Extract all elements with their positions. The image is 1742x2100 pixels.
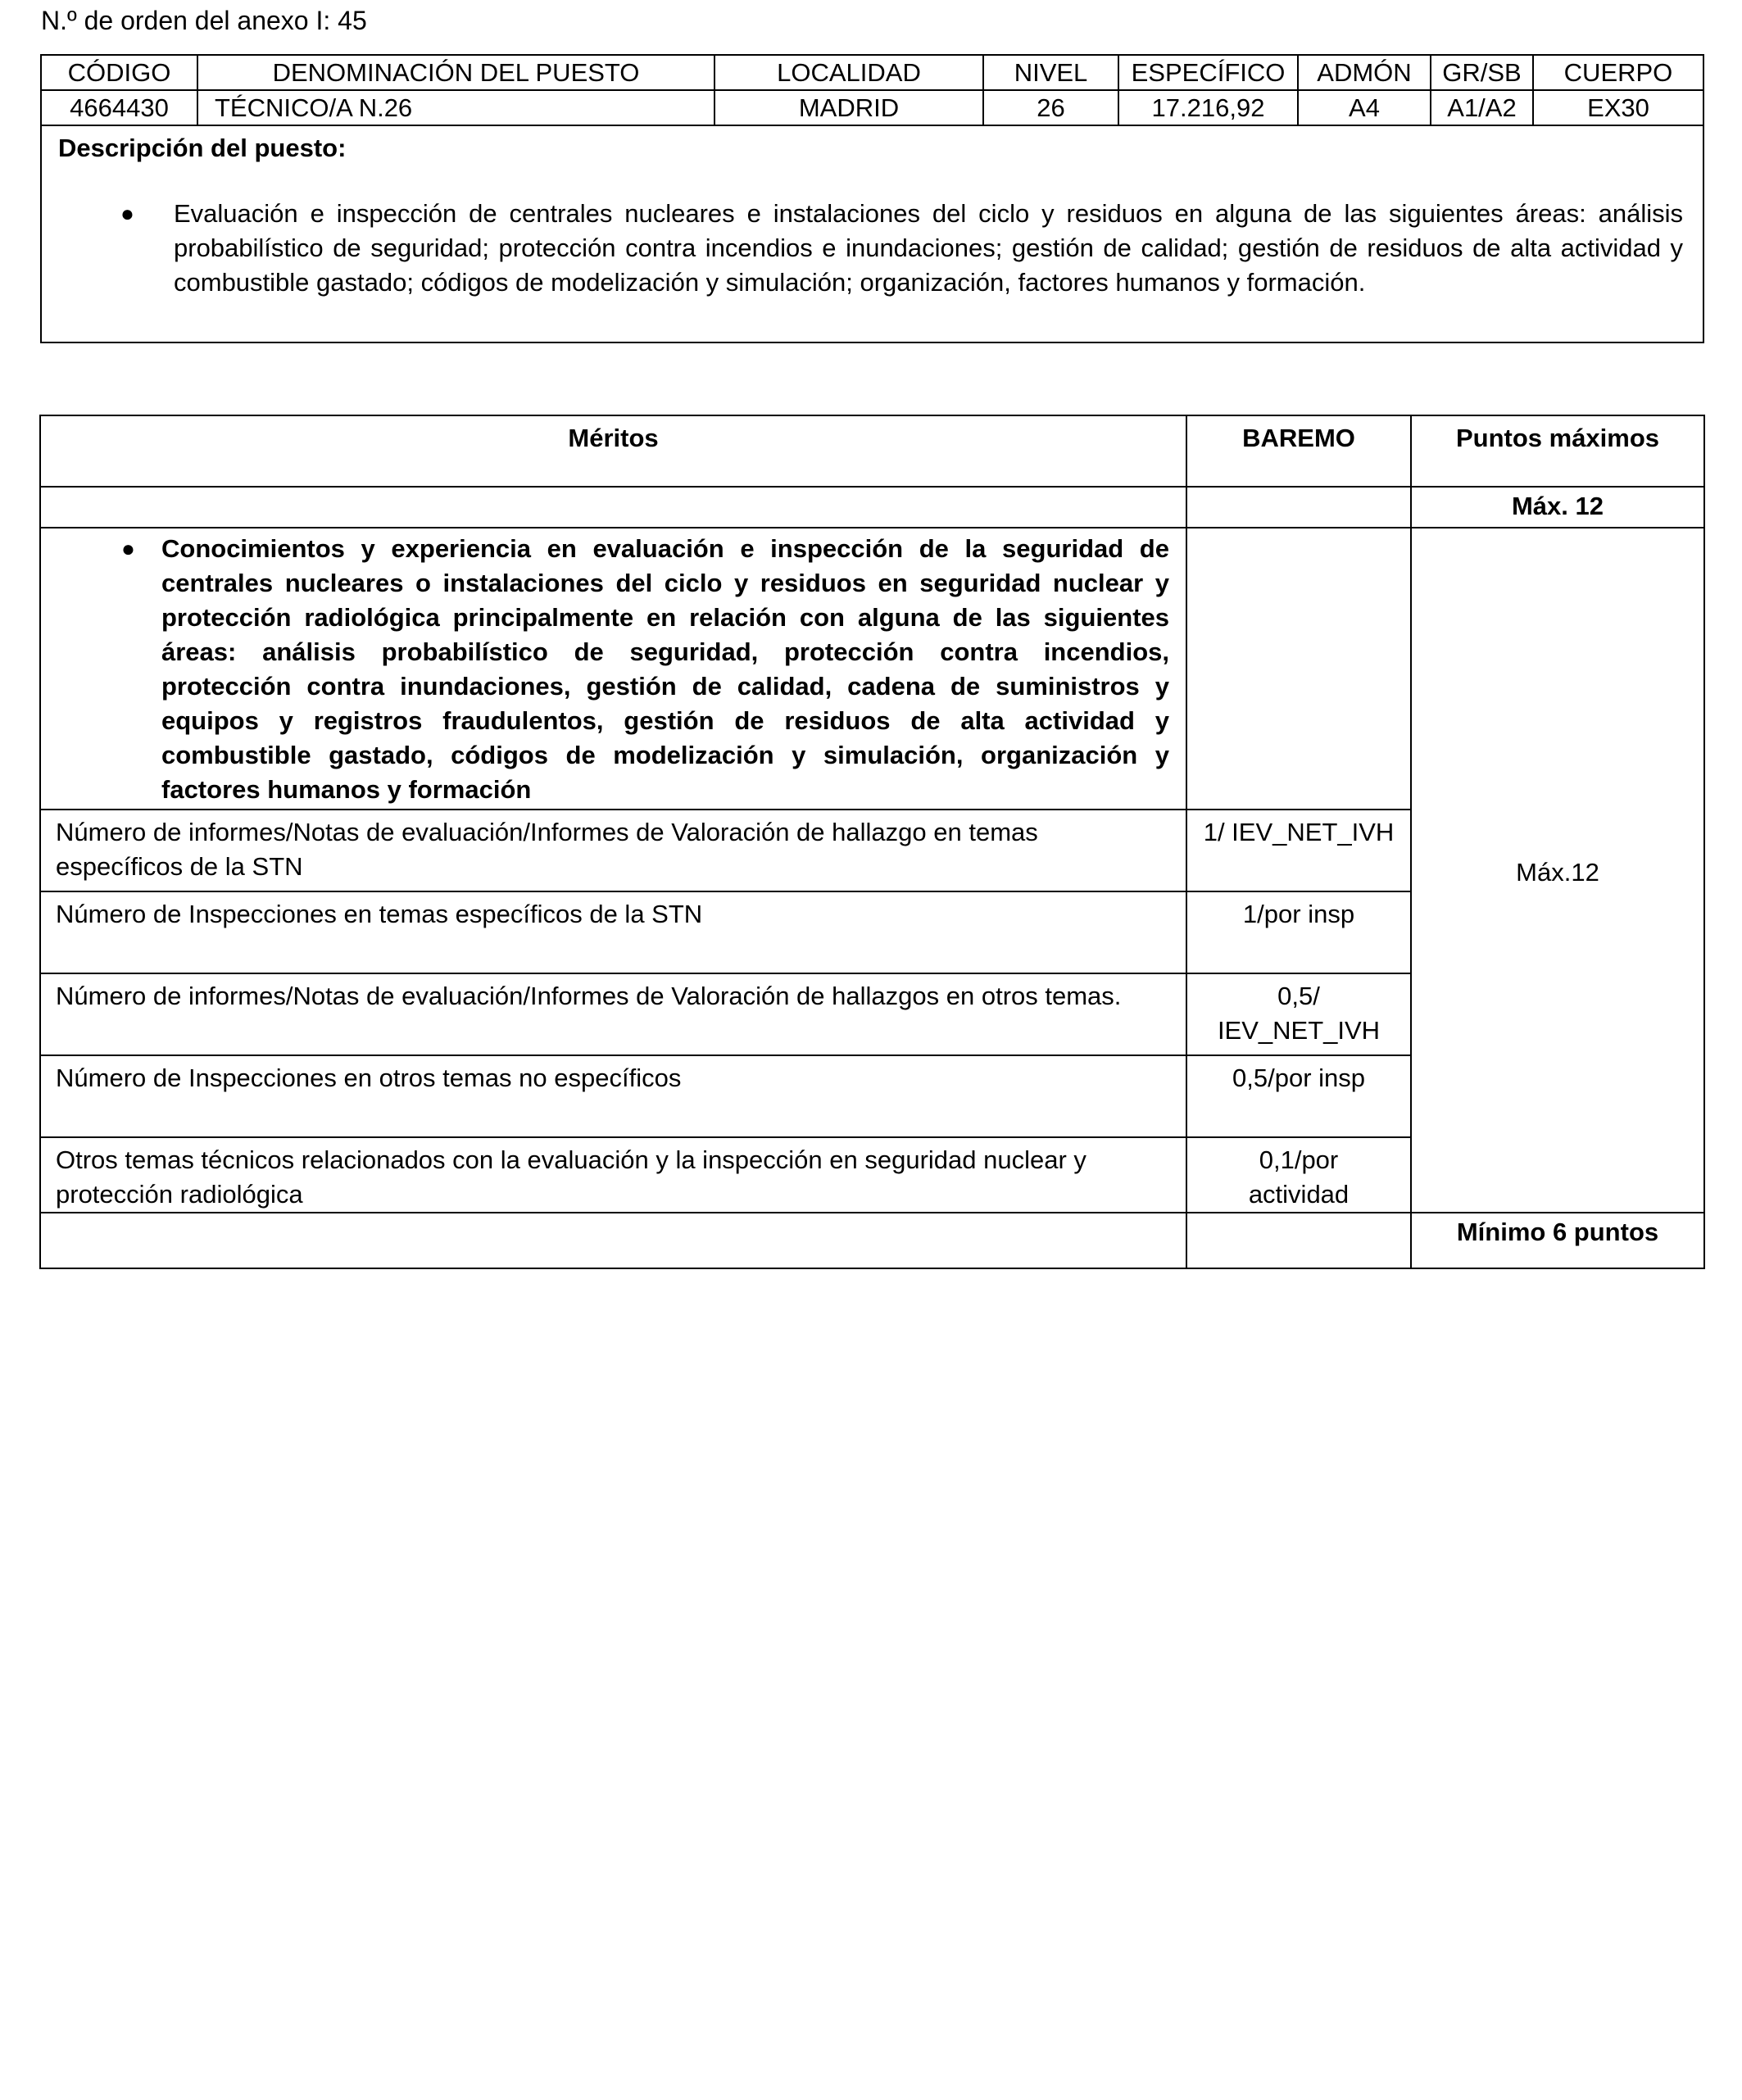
merits-table [39, 415, 1705, 1269]
merit-baremo: 0,5/ IEV_NET_IVH [1186, 973, 1411, 1055]
header-admon: ADMÓN [1298, 55, 1431, 90]
description-text: Evaluación e inspección de centrales nucleares e instalaciones del ciclo y residuos en alguna de las siguientes áreas: análisis probabilístico de seguridad; protección contra incendios e inundaciones; gestión de calidad; gestión de residuos de alta actividad y combustible gastado; códigos de modelización y simulación; organización, factores humanos y formación. [174, 198, 1683, 297]
merit-description: Otros temas técnicos relacionados con la evaluación y la inspección en seguridad nuclear y protección radiológica [40, 1137, 1186, 1213]
header-meritos: Méritos [40, 415, 1186, 487]
post-table [40, 54, 1704, 343]
main-merit-bullet-item [56, 532, 1169, 807]
value-codigo: 4664430 [41, 90, 197, 125]
merits-max-row [40, 487, 1704, 528]
header-nivel: NIVEL [983, 55, 1118, 90]
empty-cell [40, 1213, 1186, 1268]
description-title: Descripción del puesto: [58, 134, 347, 162]
post-table-values-row [41, 90, 1703, 125]
header-localidad: LOCALIDAD [714, 55, 983, 90]
bullet-icon: ● [121, 536, 135, 561]
merit-baremo: 1/ IEV_NET_IVH [1186, 810, 1411, 891]
header-grsb: GR/SB [1431, 55, 1533, 90]
merit-baremo: 1/por insp [1186, 891, 1411, 973]
header-cuerpo: CUERPO [1533, 55, 1703, 90]
header-codigo: CÓDIGO [41, 55, 197, 90]
merits-header-row [40, 415, 1704, 487]
value-grsb: A1/A2 [1431, 90, 1533, 125]
header-denominacion: DENOMINACIÓN DEL PUESTO [197, 55, 714, 90]
empty-cell [40, 487, 1186, 528]
empty-cell [1186, 1213, 1411, 1268]
value-localidad: MADRID [714, 90, 983, 125]
value-denominacion: TÉCNICO/A N.26 [197, 90, 714, 125]
main-merit-text: Conocimientos y experiencia en evaluación e inspección de la seguridad de centrales nucleares o instalaciones del ciclo y residuos en seguridad nuclear y protección radiológica principalmente en relación con alguna de las siguientes áreas: análisis probabilístico de seguridad, protección contra incendios, protección contra inundaciones, gestión de calidad, cadena de suministros y equipos y registros fraudulentos, gestión de residuos de alta actividad y combustible gastado, códigos de modelización y simulación, organización y factores humanos y formación [161, 534, 1169, 804]
header-baremo: BAREMO [1186, 415, 1411, 487]
header-puntos-maximos: Puntos máximos [1411, 415, 1704, 487]
bullet-icon: ● [120, 200, 134, 226]
merit-baremo: 0,5/por insp [1186, 1055, 1411, 1137]
empty-cell [1186, 487, 1411, 528]
value-cuerpo: EX30 [1533, 90, 1703, 125]
max-header-cell: Máx. 12 [1411, 487, 1704, 528]
empty-cell [1186, 528, 1411, 810]
description-bullet-item [58, 197, 1686, 300]
merit-description: Número de informes/Notas de evaluación/Informes de Valoración de hallazgos en otros temas. [40, 973, 1186, 1055]
post-description-row [41, 125, 1703, 342]
minimum-points-cell: Mínimo 6 puntos [1411, 1213, 1704, 1268]
post-table-header-row [41, 55, 1703, 90]
merit-description: Número de Inspecciones en otros temas no específicos [40, 1055, 1186, 1137]
value-admon: A4 [1298, 90, 1431, 125]
merit-baremo: 0,1/por actividad [1186, 1137, 1411, 1213]
merit-description: Número de informes/Notas de evaluación/Informes de Valoración de hallazgo en temas específicos de la STN [40, 810, 1186, 891]
post-description-cell [41, 125, 1703, 342]
value-especifico: 17.216,92 [1118, 90, 1298, 125]
main-merit-cell [40, 528, 1186, 810]
value-nivel: 26 [983, 90, 1118, 125]
merit-description: Número de Inspecciones en temas específicos de la STN [40, 891, 1186, 973]
annex-order-number: N.º de orden del anexo I: 45 [41, 6, 367, 35]
main-merit-row [40, 528, 1704, 810]
max-points-cell: Máx.12 [1411, 528, 1704, 1213]
merits-minimum-row [40, 1213, 1704, 1268]
header-especifico: ESPECÍFICO [1118, 55, 1298, 90]
